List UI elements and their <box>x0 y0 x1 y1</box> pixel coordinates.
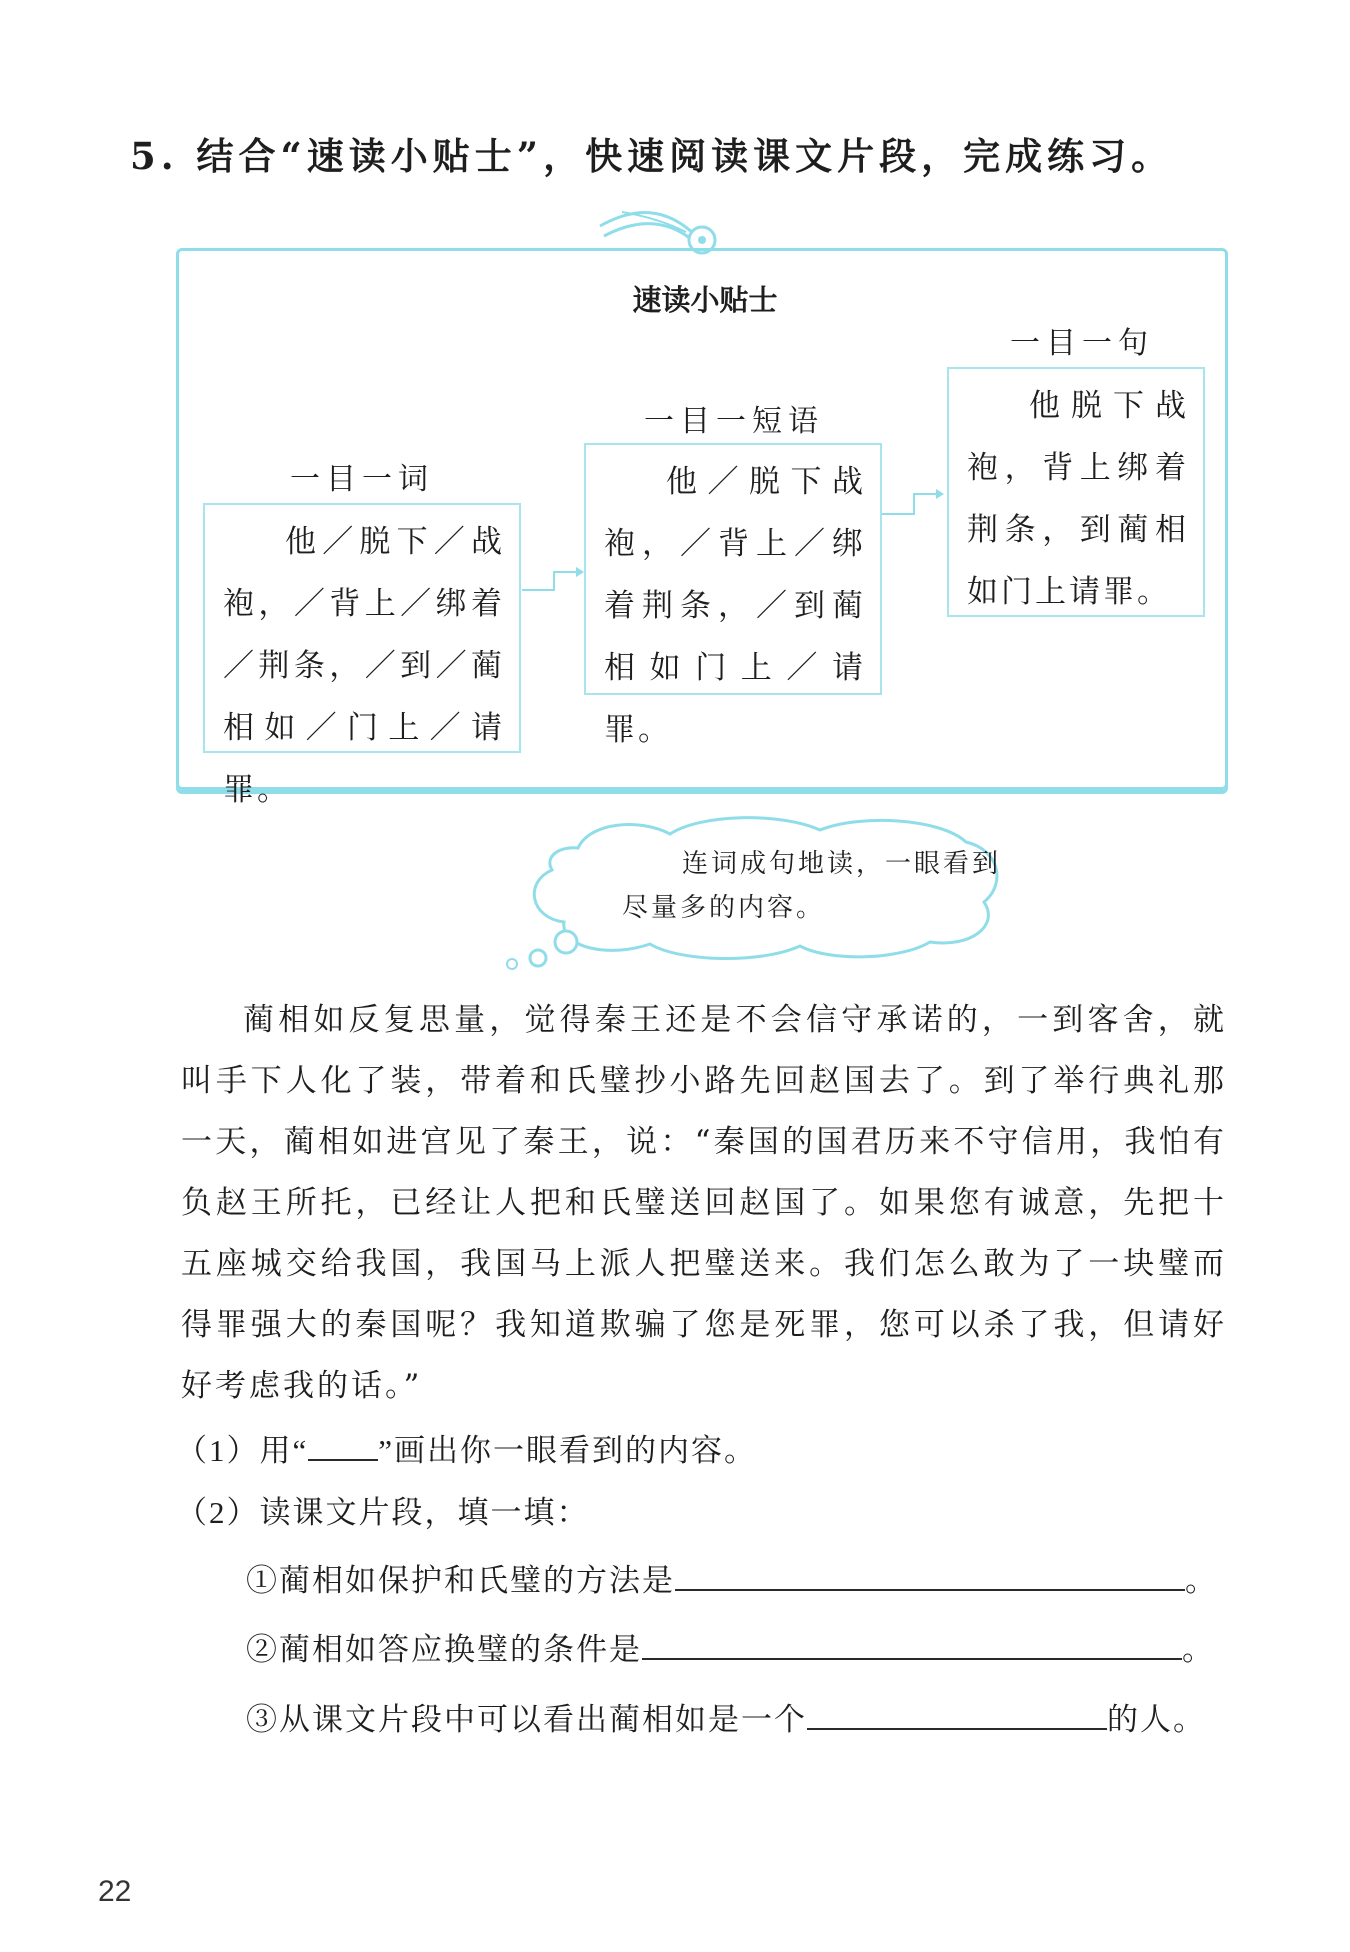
arrow-right-icon <box>880 484 948 520</box>
example-text-sentence: 他脱下战袍，背上绑着荆条，到蔺相如门上请罪。 <box>967 388 1189 610</box>
answer-blank-2[interactable] <box>642 1658 1182 1660</box>
question-title: 5. 结合“速读小贴士”，快速阅读课文片段，完成练习。 <box>130 134 1174 178</box>
lesson-passage <box>181 990 1227 1417</box>
subquestion-2: （2）读课文片段，填一填： <box>176 1495 590 1530</box>
fill-item-3-end: 的人。 <box>1107 1702 1206 1737</box>
fill-item-3-text: ③从课文片段中可以看出蔺相如是一个 <box>246 1702 807 1737</box>
answer-blank-1[interactable] <box>675 1589 1185 1591</box>
subquestion-1-before: （1）用“ <box>176 1433 309 1468</box>
passage-text: 蔺相如反复思量，觉得秦王还是不会信守承诺的，一到客舍，就叫手下人化了装，带着和氏璧抄小路先回赵国去了。到了举行典礼那一天，蔺相如进宫见了秦王，说：“秦国的国君历来不守信用，我怕有负赵王所托，已经让人把和氏璧送回赵国了。如果您有诚意，先把十五座城交给我国，我国马上派人把璧送来。我们怎么敢为了一块璧而得罪强大的秦国呢？我知道欺骗了您是死罪，您可以杀了我，但请好好考虑我的话。” <box>181 1002 1227 1404</box>
example-box-word <box>203 503 521 808</box>
fill-item-2-text: ②蔺相如答应换璧的条件是 <box>246 1632 642 1667</box>
tip-bubble-text: 连词成句地读，一眼看到尽量多的内容。 <box>622 849 1002 923</box>
column-label-word: 一目一词 <box>290 462 434 497</box>
fill-item-2 <box>246 1624 1215 1669</box>
subquestion-1 <box>176 1425 757 1470</box>
example-text-word: 他／脱下／战袍，／背上／绑着／荆条，／到／蔺相如／门上／请罪。 <box>223 524 505 808</box>
fill-item-1-end: 。 <box>1185 1563 1218 1598</box>
fill-item-3 <box>246 1694 1206 1739</box>
example-box-sentence <box>947 367 1205 617</box>
underline-sample <box>308 1459 378 1461</box>
fill-item-1-text: ①蔺相如保护和氏璧的方法是 <box>246 1563 675 1598</box>
fill-item-2-end: 。 <box>1182 1632 1215 1667</box>
fill-item-1 <box>246 1555 1218 1600</box>
tips-title: 速读小贴士 <box>632 283 778 317</box>
answer-blank-3[interactable] <box>807 1728 1107 1730</box>
subquestion-1-after: ”画出你一眼看到的内容。 <box>378 1433 758 1468</box>
example-box-phrase <box>584 443 882 748</box>
column-label-phrase: 一目一短语 <box>644 404 824 439</box>
column-label-sentence: 一目一句 <box>1010 326 1154 361</box>
arrow-right-icon <box>520 560 588 596</box>
example-text-phrase: 他／脱下战袍，／背上／绑着荆条，／到蔺相如门上／请罪。 <box>604 464 866 748</box>
page-number: 22 <box>98 1875 132 1908</box>
